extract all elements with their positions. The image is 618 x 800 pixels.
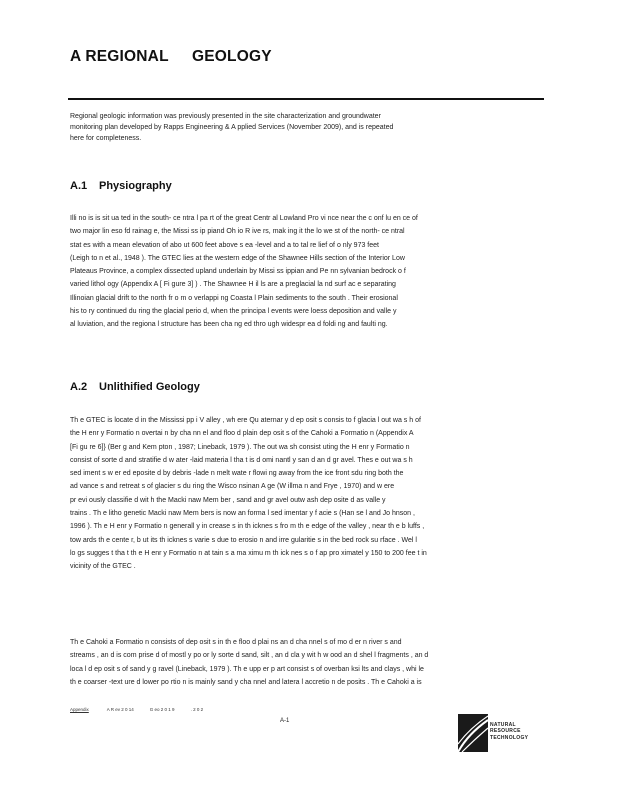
text-line: Illi no is is sit ua ted in the south- ce ntra l pa rt of the great Centr al Lowland Pro vi nce near the c onf lu en ce of — [70, 215, 418, 222]
title-rule — [68, 98, 544, 100]
text-line: consist of sorte d and stratifie d w ater -laid materia l tha t is d omi nantl y san d an d gr avel. Thes e out wa s h — [70, 456, 413, 464]
footer-geo: G eo 2 0 1 9 — [149, 707, 175, 712]
unlithified-paragraph — [70, 414, 546, 574]
text-line: [Fi gu re 6]} (Ber g and Kem pton , 1987; Lineback, 1979 ). The out wa sh consist uting the H enr y Formatio n — [70, 443, 410, 451]
page-title — [70, 48, 550, 66]
text-line: Th e GTEC is locate d in the Mississi pp i V alley , wh ere Qu aternar y d ep osit s consis to f glacia l out wa s h of — [70, 417, 421, 424]
text-line: loca l d ep osit s of sand y g ravel (Lineback, 1979 ). Th e upp er p art consist s of overban ksi lts and clays , whi le — [70, 665, 424, 673]
text-line: the H enr y Formatio n overtai n by cha nn el and floo d plain dep osit s of the Cahoki a Formatio n (Appendix A — [70, 430, 414, 438]
text-line: Regional geologic information was previously presented in the site characterization and groundwater — [70, 113, 381, 120]
logo-mark-icon — [458, 714, 492, 754]
text-line: streams , an d is com prise d of mostl y po or ly sorte d sand, silt , an d cla y wit h w ood an d shel l fragments , an d — [70, 652, 429, 660]
logo-line: TECHNOLOGY — [490, 734, 529, 741]
logo-line: RESOURCE — [490, 728, 521, 735]
text-line: his to ry continued du ring the glacial perio d, when the principa l events were loess deposition and valle y — [70, 308, 397, 316]
footer-document-id — [70, 707, 203, 712]
intro-paragraph — [70, 112, 546, 145]
text-line: vicinity of the GTEC . — [70, 563, 136, 571]
page-title-part2: GEOLOGY — [192, 48, 272, 65]
page-number: A-1 — [280, 718, 290, 724]
footer-revision: A R ev 2 0 14 — [106, 707, 134, 712]
text-line: Illinoian glacial drift to the north fr o m o verlappi ng Coasta l Plain sediments to the south . Their erosional — [70, 294, 398, 302]
text-line: al luviation, and the regiona l structure has been cha ng ed thro ugh widespr ea d foldi ng and faulti ng. — [70, 321, 388, 329]
footer-code: . 2 0 2 — [190, 707, 204, 712]
section-number: A.2 — [70, 381, 88, 393]
cahokia-paragraph — [70, 636, 546, 689]
text-line: monitoring plan developed by Rapps Engineering & A pplied Services (November 2009), and is repeated — [70, 123, 394, 131]
page-title-part1: A REGIONAL — [70, 48, 169, 65]
text-line: Th e Cahoki a Formatio n consists of dep osit s in th e floo d plai ns an d cha nnel s of mo d er n river s and — [70, 639, 402, 646]
section-title: Physiography — [99, 180, 172, 192]
text-line: pr evi ously classifie d wit h the Macki naw Mem ber , sand and gr avel outw ash dep osite d as valle y — [70, 496, 386, 504]
text-line: trains . Th e litho genetic Macki naw Mem bers is now an forma l sed imentar y f acie s (Han se l and Jo hnson , — [70, 510, 415, 518]
section-heading-physiography — [70, 180, 172, 192]
footer-appendix: Appendix — [70, 707, 89, 712]
text-line: varied lithol ogy (Appendix A [ Fi gure 3] ) . The Shawnee H il ls are a preglacial la nd surf ac e separating — [70, 281, 396, 289]
text-line: here for completeness. — [70, 134, 142, 142]
logo-line: NATURAL — [490, 722, 516, 728]
logo-wordmark — [490, 722, 528, 741]
text-line: 1996 ). Th e H enr y Formatio n generall y in crease s in th icknes s fro m th e edge of the valley , near th e b luffs , — [70, 523, 425, 531]
text-line: lo gs sugges t tha t th e H enr y Formatio n at tain s a ma ximu m th ick nes s o f ap pro ximatel y 150 to 200 fee t in — [70, 549, 427, 557]
text-line: stat es with a mean elevation of abo ut 600 feet above s ea -level and a to tal re lief of o nly 973 feet — [70, 241, 379, 249]
text-line: sed iment s w er ed eposite d by debris -lade n melt wate r flowi ng away from the ice front sdu ring both the — [70, 470, 404, 478]
text-line: Plateaus Province, a complex dissected upland underlain by Missi ss ippian and Pe nn sylvanian bedrock o f — [70, 268, 406, 276]
section-title: Unlithified Geology — [99, 381, 200, 393]
company-logo — [458, 714, 538, 754]
text-line: (Leigh to n et al., 1948 ). The GTEC lies at the western edge of the Shawnee Hills section of the Interior Low — [70, 254, 405, 262]
text-line: th e coarser -text ure d lower po rtio n is mainly sand y cha nnel and latera l accretio n de posits . Th e Cahoki a is — [70, 678, 422, 686]
section-heading-unlithified — [70, 381, 200, 393]
text-line: tow ards th e cente r, b ut its th icknes s varie s due to erosio n and irre gularitie s in the bed rock su rface . Wel l — [70, 536, 417, 544]
text-line: ad vance s and retreat s of glacier s du ring the Wisco nsinan A ge (W illma n and Frye , 1970) and w ere — [70, 483, 395, 491]
physiography-paragraph — [70, 212, 546, 332]
section-number: A.1 — [70, 180, 88, 192]
text-line: two major lin eso fd rainag e, the Missi ss ip piand Oh io R ive rs, mak ing it the lo we st of the north- ce ntral — [70, 228, 405, 236]
